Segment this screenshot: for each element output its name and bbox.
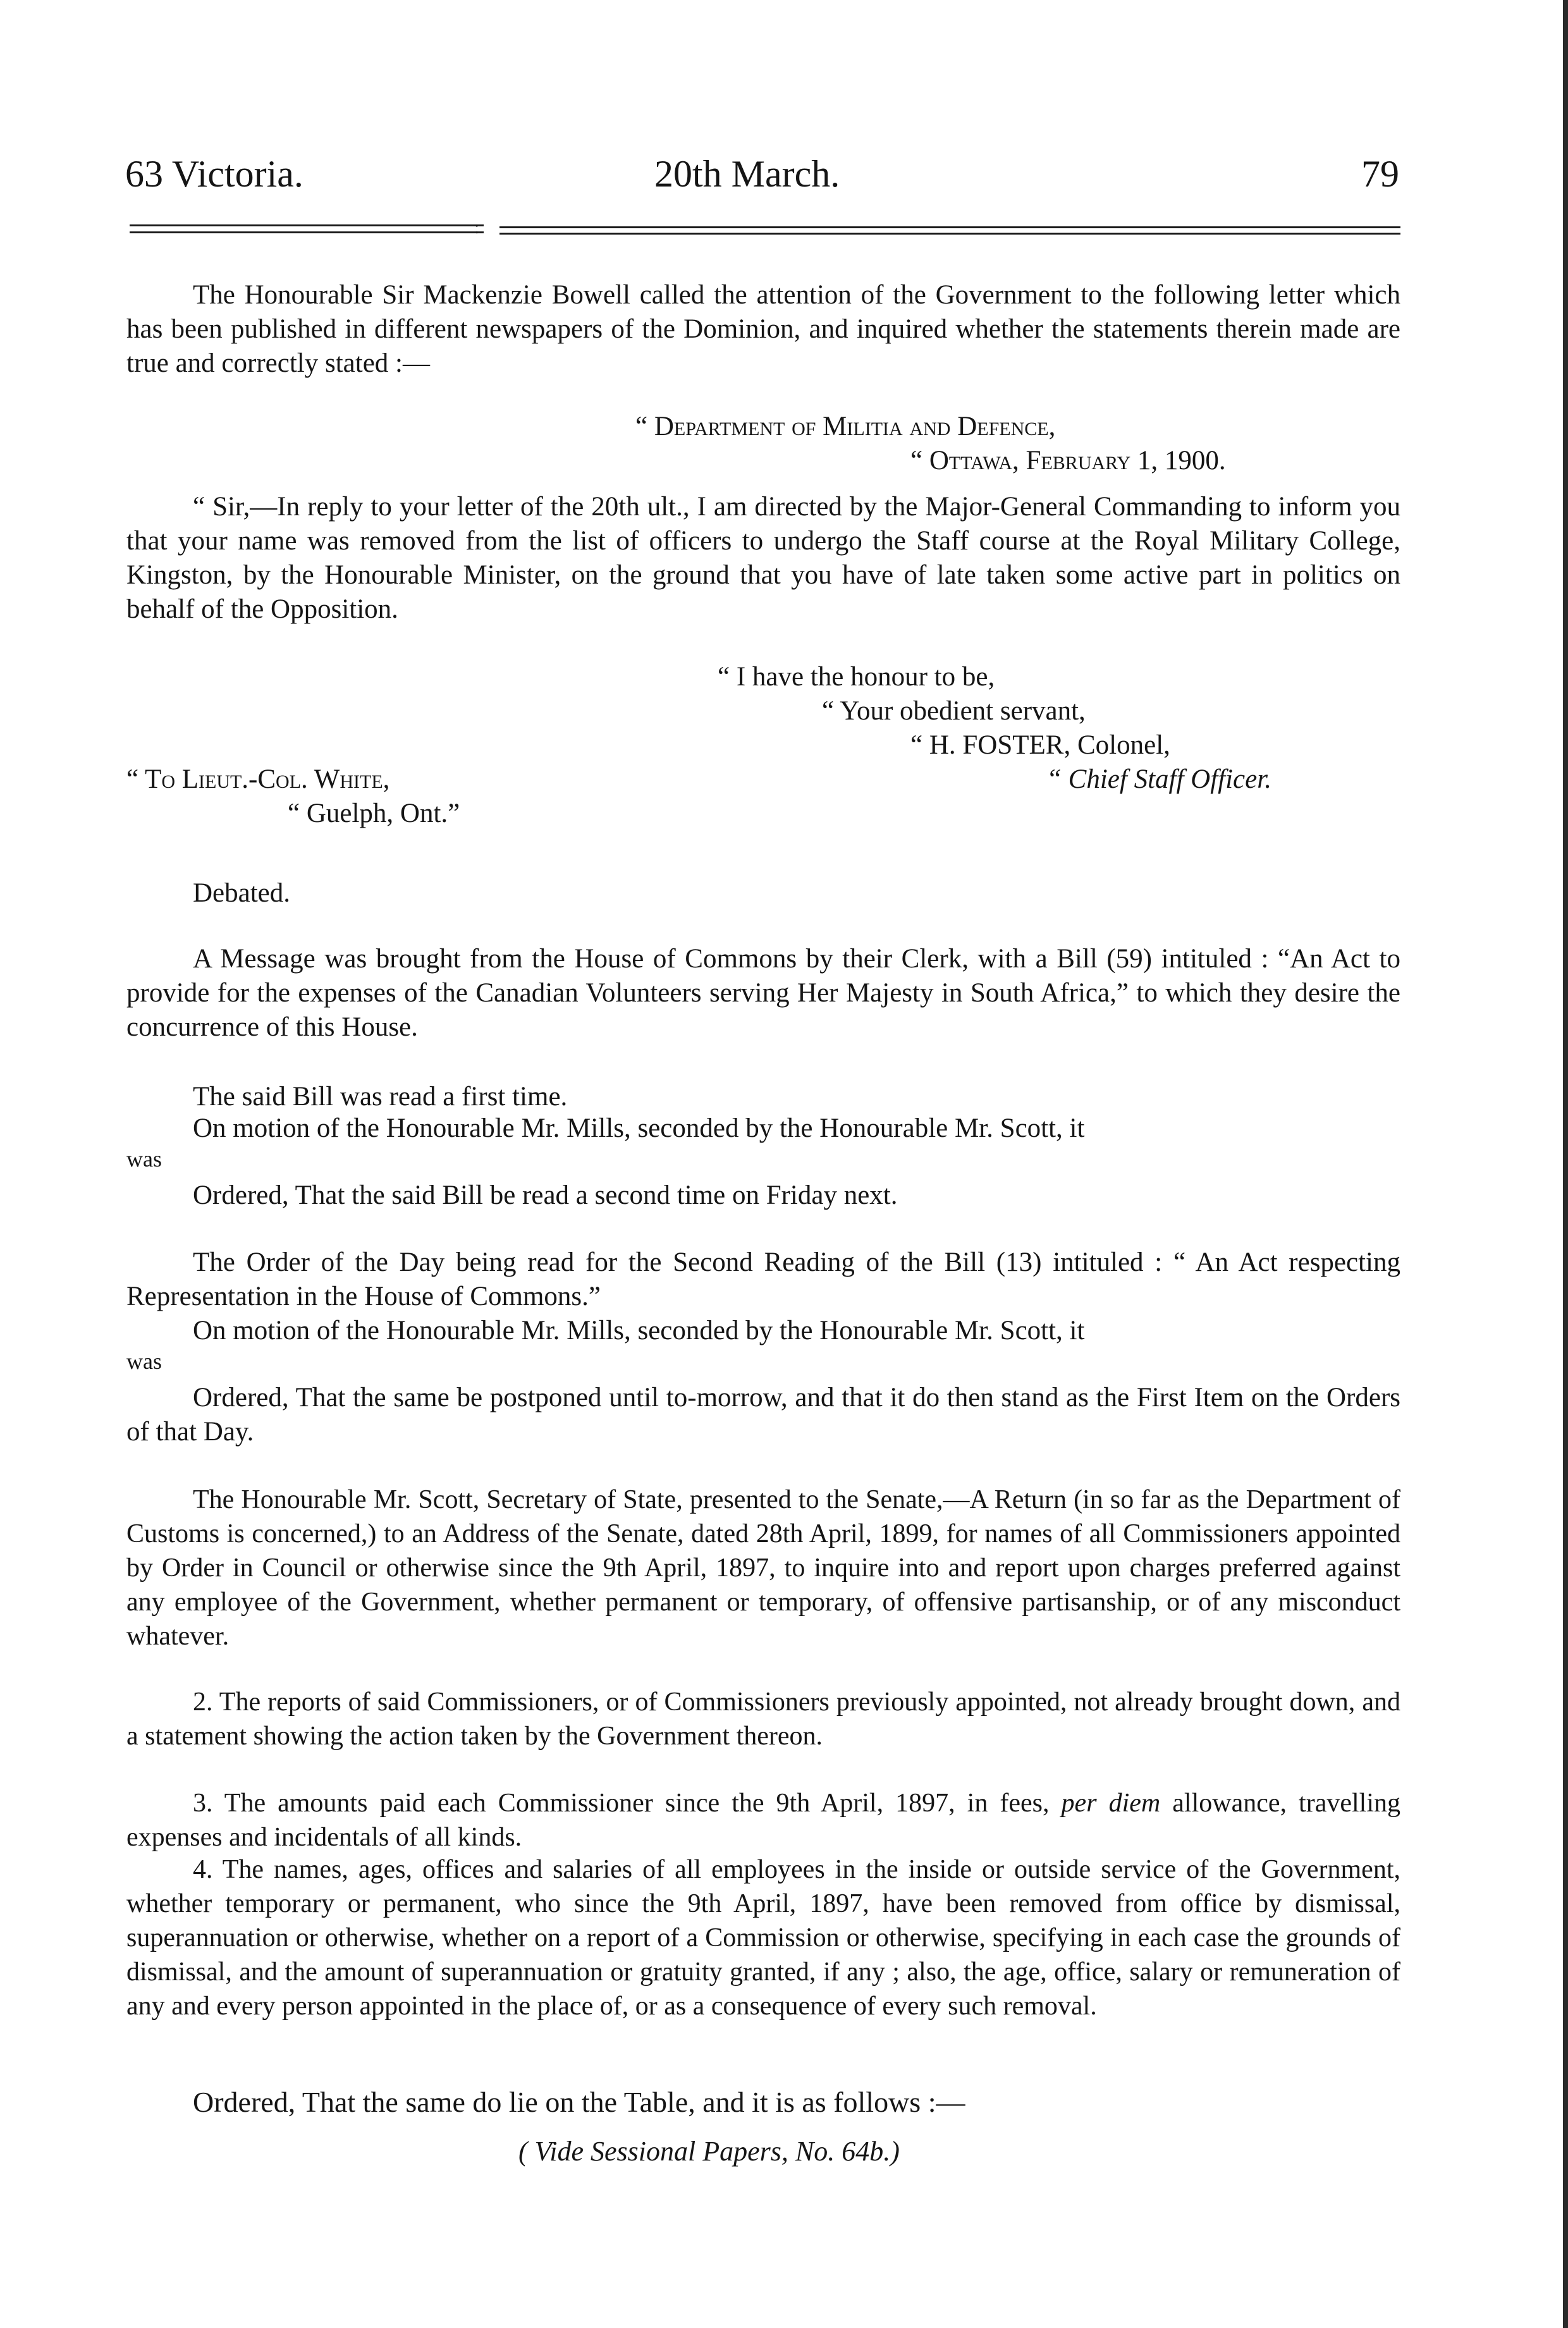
letter-address-2: “ Guelph, Ont.” [288, 799, 460, 828]
letter-closing-3: “ H. FOSTER, Colonel, [910, 730, 1170, 760]
message-ordered: Ordered, That the said Bill be read a second time on Friday next. [193, 1180, 898, 1210]
vide-reference: ( Vide Sessional Papers, No. 64b.) [518, 2136, 900, 2167]
return-paragraph: The Honourable Mr. Scott, Secretary of State, presented to the Senate,—A Return (in so far as the Department of Customs is concerned,) to an Address of the Senate, dated 28th April, 1899, for names of all Commissioners appointed by Order in Council or otherwise since the 9th April, 1897, to inquire into and report upon charges preferred against any employee of the Government, whether permanent or temporary, of offensive partisanship, or of any misconduct whatever. [126, 1485, 1400, 1651]
order-of-day-ordered: Ordered, That the same be postponed until to-morrow, and that it do then stand as the First Item on the Orders of that Day. [126, 1383, 1400, 1447]
return-ordered: Ordered, That the same do lie on the Table, and it is as follows :— [193, 2086, 965, 2118]
message-paragraph: A Message was brought from the House of Commons by their Clerk, with a Bill (59) intituled : “An Act to provide for the expenses of the Canadian Volunteers serving Her Majesty in South Africa,” to which they desire the concurrence of this House. [126, 944, 1400, 1042]
header-rule-right-top [499, 226, 1400, 228]
header-rule-left-bottom [130, 231, 484, 233]
letter-closing-1: “ I have the honour to be, [718, 662, 995, 692]
header-rule-ornament: : [474, 217, 480, 238]
letter-department: “ Department of Militia and Defence, [635, 412, 1056, 441]
return-item-2: 2. The reports of said Commissioners, or of Commissioners previously appointed, not already brought down, and a statement showing the action taken by the Government thereon. [126, 1688, 1400, 1751]
header-session: 63 Victoria. [125, 153, 303, 195]
header-date: 20th March. [654, 153, 840, 195]
letter-place-date [910, 444, 1226, 478]
letter-address-1-text: “ To Lieut.-Col. White, [126, 764, 390, 794]
letter-place-date-text: “ Ottawa, February 1, 1900. [910, 446, 1226, 475]
letter-closing-2: “ Your obedient servant, [822, 696, 1086, 726]
message-first-reading: The said Bill was read a first time. [193, 1082, 568, 1112]
return-item-3-lead: 3. The amounts paid each Commissioner since the 9th April, 1897, in fees, [193, 1789, 1050, 1818]
header-rule-left-top [130, 224, 484, 226]
return-item-3 [126, 1786, 1400, 1854]
letter-closing-4: “ Chief Staff Officer. [1046, 764, 1271, 794]
header-page-number: 79 [1361, 153, 1399, 195]
page-binding-edge [1563, 0, 1568, 2328]
message-was: was [126, 1146, 162, 1172]
letter-body: “ Sir,—In reply to your letter of the 20th ult., I am directed by the Major-General Commanding to inform you that your name was removed from the list of officers to undergo the Staff course at the Royal Military College, Kingston, by the Honourable Minister, on the ground that you have of late taken some active part in politics on behalf of the Opposition. [126, 492, 1400, 624]
debated-note: Debated. [193, 878, 291, 908]
return-item-3-per-diem: per diem [1061, 1789, 1161, 1818]
intro-paragraph: The Honourable Sir Mackenzie Bowell called the attention of the Government to the following letter which has been published in different newspapers of the Dominion, and inquired whether the statements therein made are true and correctly stated :— [126, 280, 1400, 378]
order-of-day-motion: On motion of the Honourable Mr. Mills, seconded by the Honourable Mr. Scott, it [193, 1316, 1085, 1345]
message-motion: On motion of the Honourable Mr. Mills, seconded by the Honourable Mr. Scott, it [193, 1113, 1085, 1143]
header-rule-right-bottom [499, 233, 1400, 235]
order-of-day-paragraph: The Order of the Day being read for the Second Reading of the Bill (13) intituled : “ An Act respecting Representation in the House of Commons.” [126, 1247, 1400, 1311]
return-item-4: 4. The names, ages, offices and salaries of all employees in the inside or outside service of the Government, whether temporary or permanent, who since the 9th April, 1897, have been removed from office by dismissal, superannuation or otherwise, whether on a report of a Commission or otherwise, specifying in each case the grounds of dismissal, and the amount of superannuation or gratuity granted, if any ; also, the age, office, salary or remuneration of any and every person appointed in the place of, or as a consequence of every such removal. [126, 1855, 1400, 2021]
order-of-day-was: was [126, 1349, 162, 1374]
letter-address-1 [126, 763, 389, 797]
return-item-3-tail: allowance, travelling expenses and incidentals of all kinds. [126, 1789, 1400, 1852]
